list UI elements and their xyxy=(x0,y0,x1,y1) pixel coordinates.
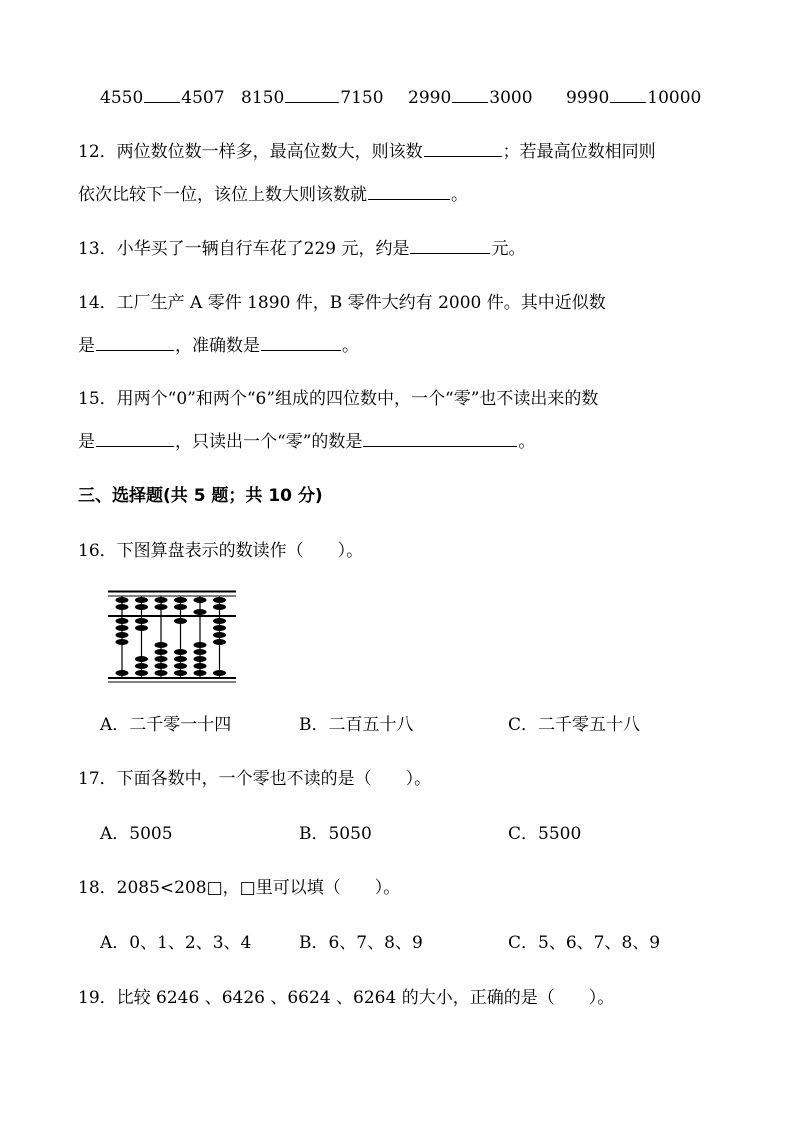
answer-blank[interactable] xyxy=(96,334,174,351)
question-14-line-2 xyxy=(78,334,359,358)
abacus-bead xyxy=(213,625,226,631)
question-text: 依次比较下一位，该位上数大则该数就 xyxy=(78,185,367,205)
abacus-bead xyxy=(116,618,129,624)
question-text: ，只读出一个“零”的数是 xyxy=(175,432,363,452)
comparison-left: 2990 xyxy=(408,88,452,108)
question-15-line-1 xyxy=(78,387,598,411)
abacus-bead xyxy=(135,663,148,669)
option-c[interactable]: C．5、6、7、8、9 xyxy=(508,933,661,953)
option-b[interactable]: B．二百五十八 xyxy=(299,715,414,735)
question-16: 16．下图算盘表示的数读作（ ）。 xyxy=(78,541,364,561)
abacus-bead xyxy=(155,604,168,610)
option-b[interactable]: B．6、7、8、9 xyxy=(299,933,423,953)
option-a[interactable]: A．二千零一十四 xyxy=(100,715,232,735)
question-text: ；若最高位数相同则 xyxy=(502,142,656,162)
abacus-bead xyxy=(135,656,148,662)
abacus-beads xyxy=(116,597,227,676)
question-text: 是 xyxy=(78,336,95,356)
question-text: 14．工厂生产 A 零件 1890 件，B 零件大约有 2000 件。其中近似数 xyxy=(78,293,606,313)
abacus-bead xyxy=(194,656,207,662)
answer-blank[interactable] xyxy=(424,140,502,157)
abacus-bead xyxy=(155,642,168,648)
comparison-right: 10000 xyxy=(647,88,702,108)
abacus-bead xyxy=(116,625,129,631)
option-a[interactable]: A．5005 xyxy=(100,824,173,844)
abacus-bead xyxy=(213,670,226,676)
option-c[interactable]: C．5500 xyxy=(508,824,582,844)
abacus-bead xyxy=(194,663,207,669)
abacus-bead xyxy=(213,604,226,610)
answer-blank[interactable] xyxy=(610,86,646,103)
abacus-bead xyxy=(174,597,187,603)
abacus-bead xyxy=(155,597,168,603)
comparison-1 xyxy=(100,86,225,110)
abacus-bead xyxy=(174,663,187,669)
answer-blank[interactable] xyxy=(261,334,341,351)
abacus-bead xyxy=(116,639,129,645)
abacus-bead xyxy=(194,670,207,676)
comparison-right: 7150 xyxy=(340,88,384,108)
question-text: 13．小华买了一辆自行车花了229 元，约是 xyxy=(78,239,410,259)
answer-blank[interactable] xyxy=(452,86,488,103)
question-text: 元。 xyxy=(491,239,526,259)
option-a[interactable]: A．0、1、2、3、4 xyxy=(100,933,252,953)
answer-blank[interactable] xyxy=(285,86,339,103)
question-text: ，准确数是 xyxy=(175,336,260,356)
comparison-left: 9990 xyxy=(566,88,610,108)
question-12-line-1 xyxy=(78,140,656,164)
comparison-2 xyxy=(241,86,384,110)
question-13 xyxy=(78,237,525,261)
abacus-bead xyxy=(213,639,226,645)
question-17: 17．下面各数中，一个零也不读的是（ ）。 xyxy=(78,769,432,789)
question-12-line-2 xyxy=(78,183,468,207)
answer-blank[interactable] xyxy=(144,86,180,103)
question-19: 19．比较 6246 、6426 、6624 、6264 的大小，正确的是（ ）。 xyxy=(78,988,615,1008)
answer-blank[interactable] xyxy=(96,430,174,447)
abacus-bead xyxy=(135,604,148,610)
question-18: 18．2085<208□，□里可以填（ ）。 xyxy=(78,878,401,898)
comparison-right: 3000 xyxy=(489,88,533,108)
section-heading: 三、选择题(共 5 题；共 10 分) xyxy=(78,486,323,506)
abacus-bead xyxy=(116,670,129,676)
abacus-bead xyxy=(155,670,168,676)
abacus-bead xyxy=(135,597,148,603)
abacus-bead xyxy=(213,597,226,603)
question-text: 是 xyxy=(78,432,95,452)
abacus-bead xyxy=(194,609,207,615)
question-14-line-1 xyxy=(78,291,606,315)
comparison-right: 4507 xyxy=(181,88,225,108)
abacus-bead xyxy=(213,618,226,624)
abacus-bead xyxy=(194,597,207,603)
abacus-bead xyxy=(135,670,148,676)
abacus-bead xyxy=(174,604,187,610)
abacus-bead xyxy=(155,656,168,662)
abacus-bead xyxy=(135,625,148,631)
comparison-3 xyxy=(408,86,533,110)
abacus-bead xyxy=(194,642,207,648)
comparison-4 xyxy=(566,86,701,110)
option-b[interactable]: B．5050 xyxy=(299,824,372,844)
abacus-bead xyxy=(116,604,129,610)
answer-blank[interactable] xyxy=(363,430,517,447)
abacus-bead xyxy=(116,597,129,603)
question-text: 。 xyxy=(451,185,468,205)
question-15-line-2 xyxy=(78,430,535,454)
abacus-bead xyxy=(116,632,129,638)
answer-blank[interactable] xyxy=(410,237,490,254)
abacus-bead xyxy=(174,618,187,624)
abacus-image xyxy=(108,590,238,684)
question-text: 12．两位数位数一样多，最高位数大，则该数 xyxy=(78,142,423,162)
abacus-bead xyxy=(135,618,148,624)
option-c[interactable]: C．二千零五十八 xyxy=(508,715,641,735)
abacus-bead xyxy=(194,649,207,655)
abacus-bead xyxy=(155,663,168,669)
question-text: 。 xyxy=(518,432,536,452)
question-text: 15．用两个“0”和两个“6”组成的四位数中，一个“零”也不读出来的数 xyxy=(78,389,599,409)
abacus-bead xyxy=(213,632,226,638)
answer-blank[interactable] xyxy=(368,183,450,200)
comparison-left: 4550 xyxy=(100,88,144,108)
question-text: 。 xyxy=(342,336,359,356)
abacus-bead xyxy=(174,649,187,655)
abacus-bead xyxy=(155,649,168,655)
abacus-bead xyxy=(174,656,187,662)
abacus-bead xyxy=(174,670,187,676)
comparison-left: 8150 xyxy=(241,88,285,108)
